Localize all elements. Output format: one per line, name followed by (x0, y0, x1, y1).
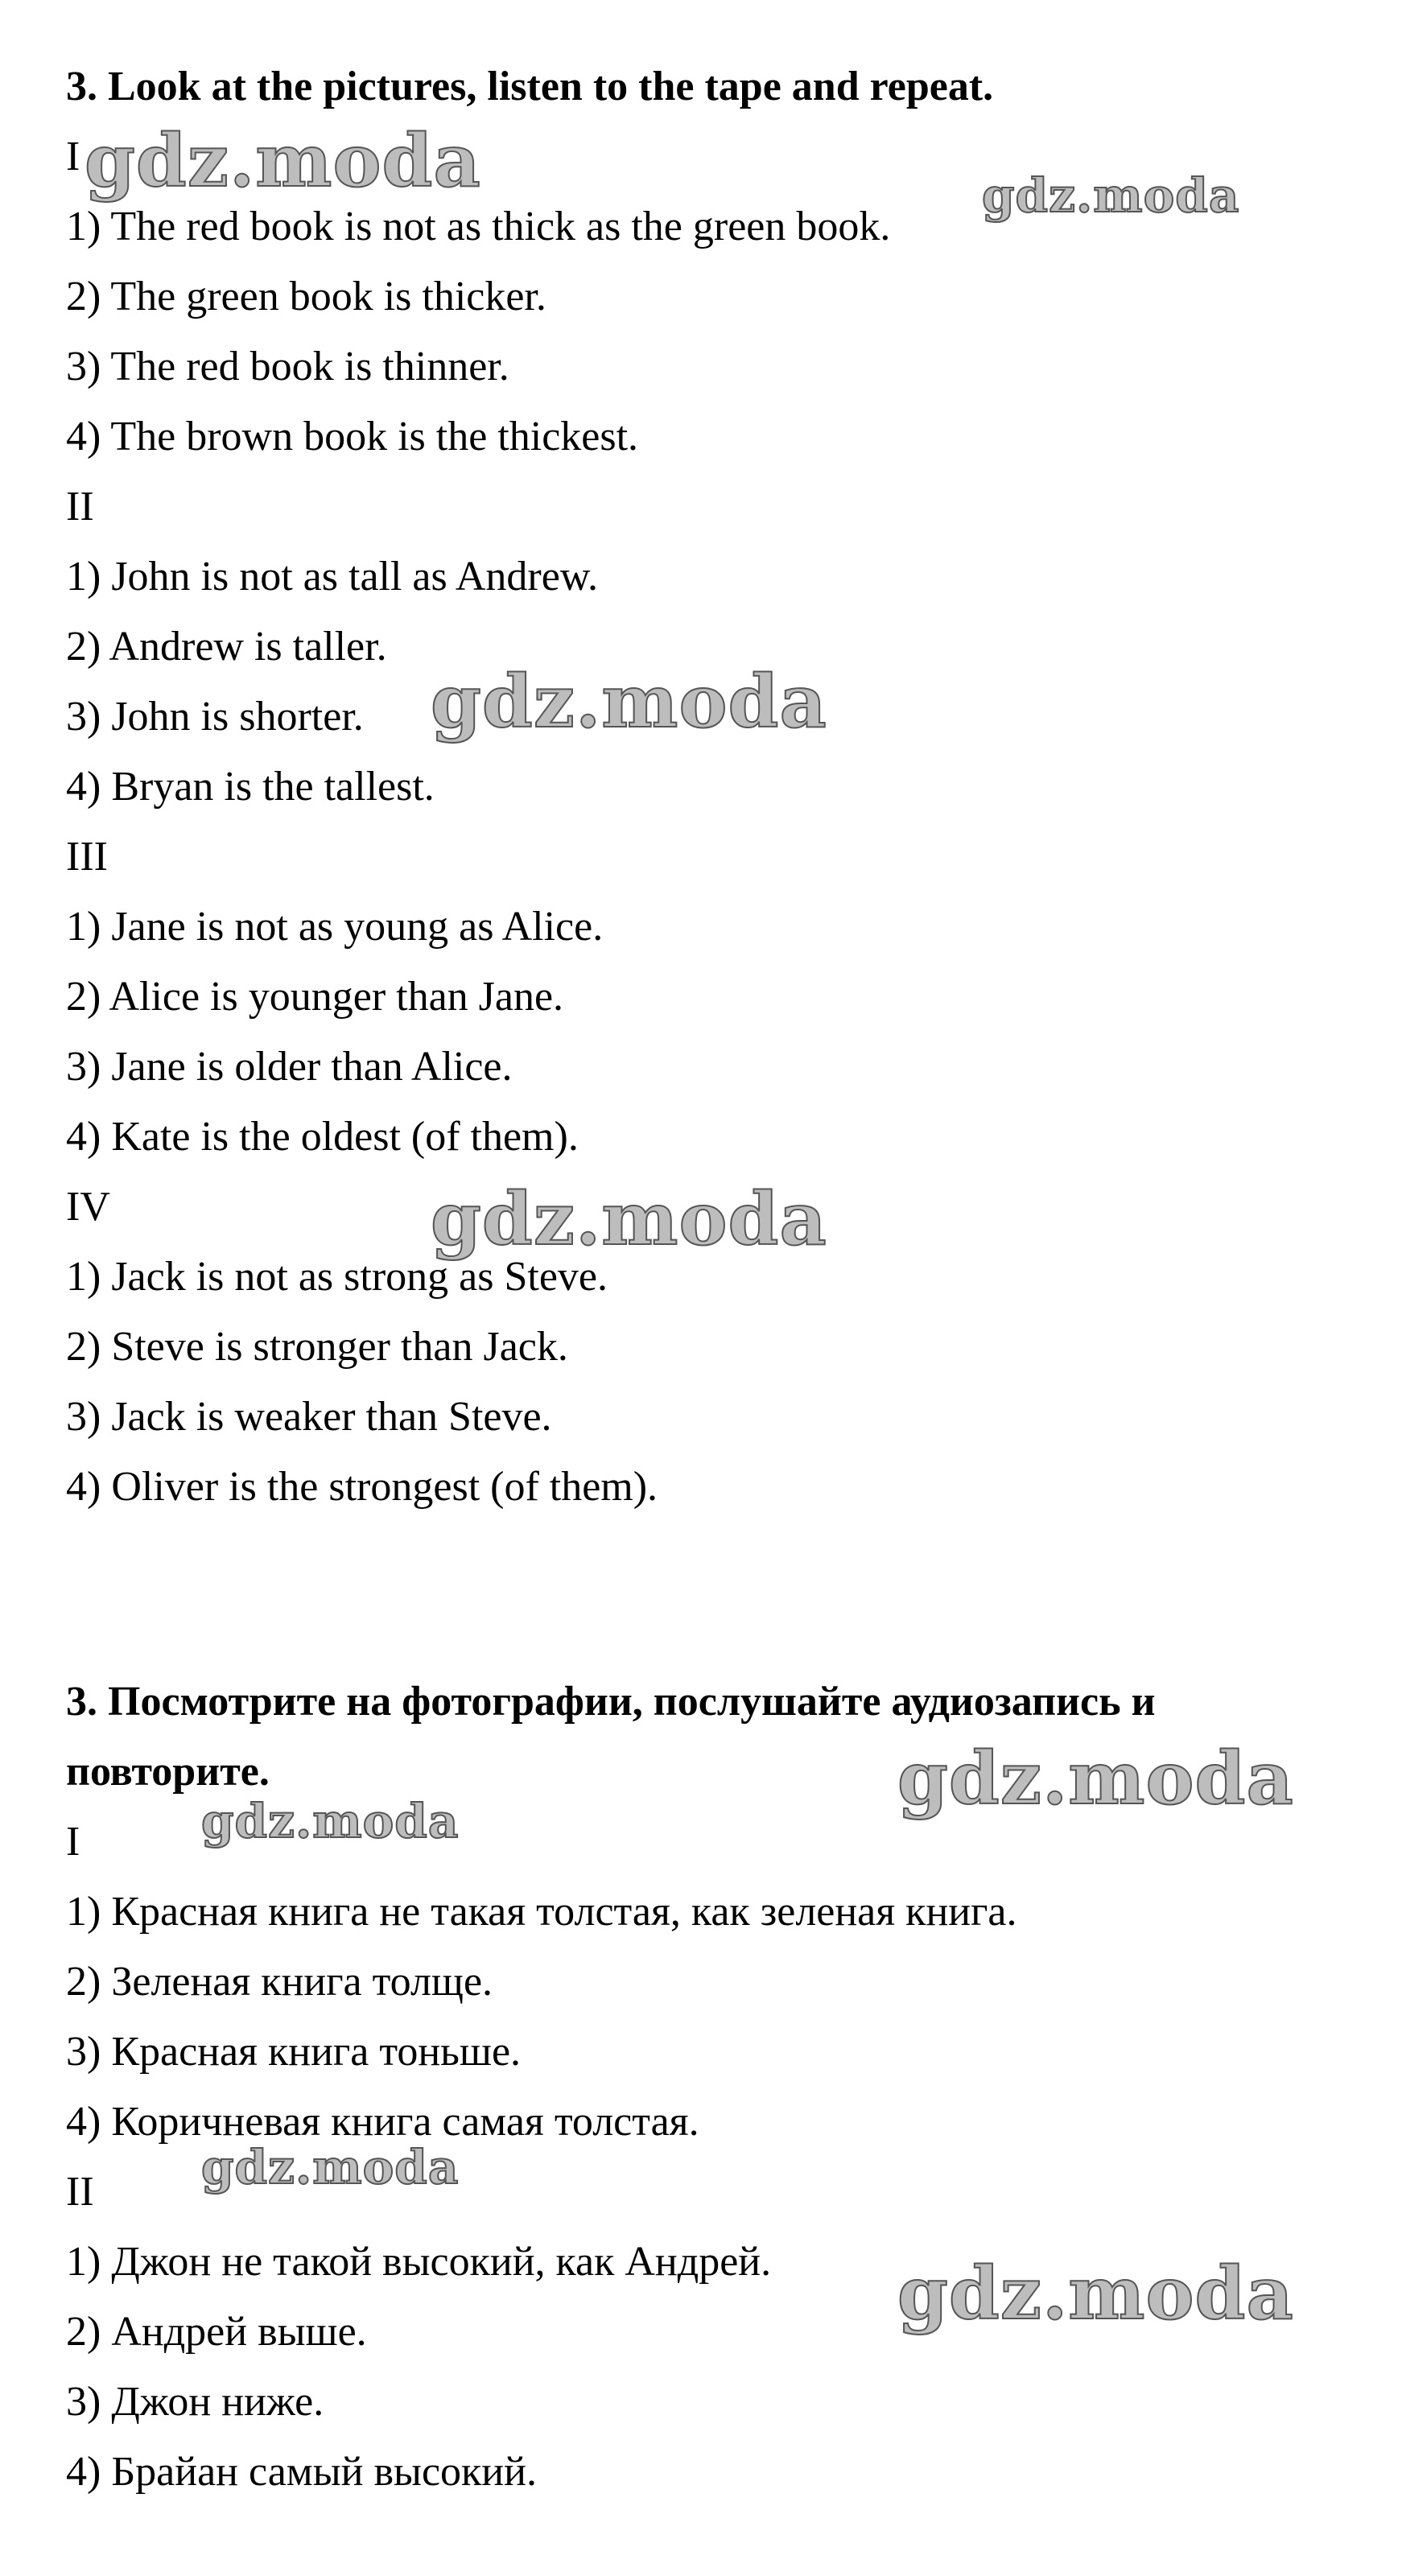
section-numeral-ii: II (66, 484, 94, 530)
english-line: 2) Alice is younger than Jane. (66, 974, 564, 1020)
english-line: 2) Steve is stronger than Jack. (66, 1324, 568, 1370)
watermark: gdz.moda (201, 1794, 460, 1849)
section-numeral-ii-ru: II (66, 2169, 94, 2215)
english-line: 3) The red book is thinner. (66, 344, 509, 389)
english-line: 1) John is not as tall as Andrew. (66, 554, 598, 600)
english-line: 3) Jack is weaker than Steve. (66, 1394, 552, 1440)
exercise-heading-russian-cont: повторите. (66, 1749, 270, 1795)
watermark: gdz.moda (897, 1736, 1294, 1821)
section-numeral-iv: IV (66, 1184, 110, 1230)
russian-line: 2) Зеленая книга толще. (66, 1959, 493, 2005)
watermark: gdz.moda (431, 659, 827, 744)
english-line: 4) Bryan is the tallest. (66, 764, 435, 810)
russian-line: 4) Коричневая книга самая толстая. (66, 2099, 699, 2145)
russian-line: 2) Андрей выше. (66, 2309, 367, 2355)
russian-line: 1) Джон не такой высокий, как Андрей. (66, 2239, 772, 2285)
section-numeral-i: I (66, 134, 80, 179)
section-numeral-iii: III (66, 834, 108, 880)
english-line: 2) The green book is thicker. (66, 274, 546, 319)
russian-line: 3) Красная книга тоньше. (66, 2029, 522, 2075)
english-line: 2) Andrew is taller. (66, 624, 387, 670)
russian-line: 3) Джон ниже. (66, 2379, 324, 2425)
english-line: 4) Oliver is the strongest (of them). (66, 1464, 658, 1510)
english-line: 3) Jane is older than Alice. (66, 1044, 513, 1090)
english-line: 4) The brown book is the thickest. (66, 414, 639, 460)
section-numeral-i-ru: I (66, 1819, 80, 1865)
english-line: 3) John is shorter. (66, 694, 364, 740)
russian-line: 1) Красная книга не такая толстая, как зеленая книга. (66, 1889, 1017, 1935)
watermark: gdz.moda (982, 168, 1240, 223)
russian-line: 4) Брайан самый высокий. (66, 2449, 537, 2495)
exercise-heading-english: 3. Look at the pictures, listen to the tape and repeat. (66, 64, 994, 109)
english-line: 1) Jack is not as strong as Steve. (66, 1254, 608, 1300)
exercise-heading-russian: 3. Посмотрите на фотографии, послушайте аудиозапись и (66, 1679, 1156, 1725)
watermark: gdz.moda (431, 1177, 827, 1262)
english-line: 4) Kate is the oldest (of them). (66, 1114, 579, 1160)
watermark: gdz.moda (201, 2140, 460, 2195)
watermark: gdz.moda (85, 118, 481, 204)
watermark: gdz.moda (897, 2251, 1294, 2336)
english-line: 1) The red book is not as thick as the green book. (66, 204, 891, 249)
english-line: 1) Jane is not as young as Alice. (66, 904, 604, 950)
